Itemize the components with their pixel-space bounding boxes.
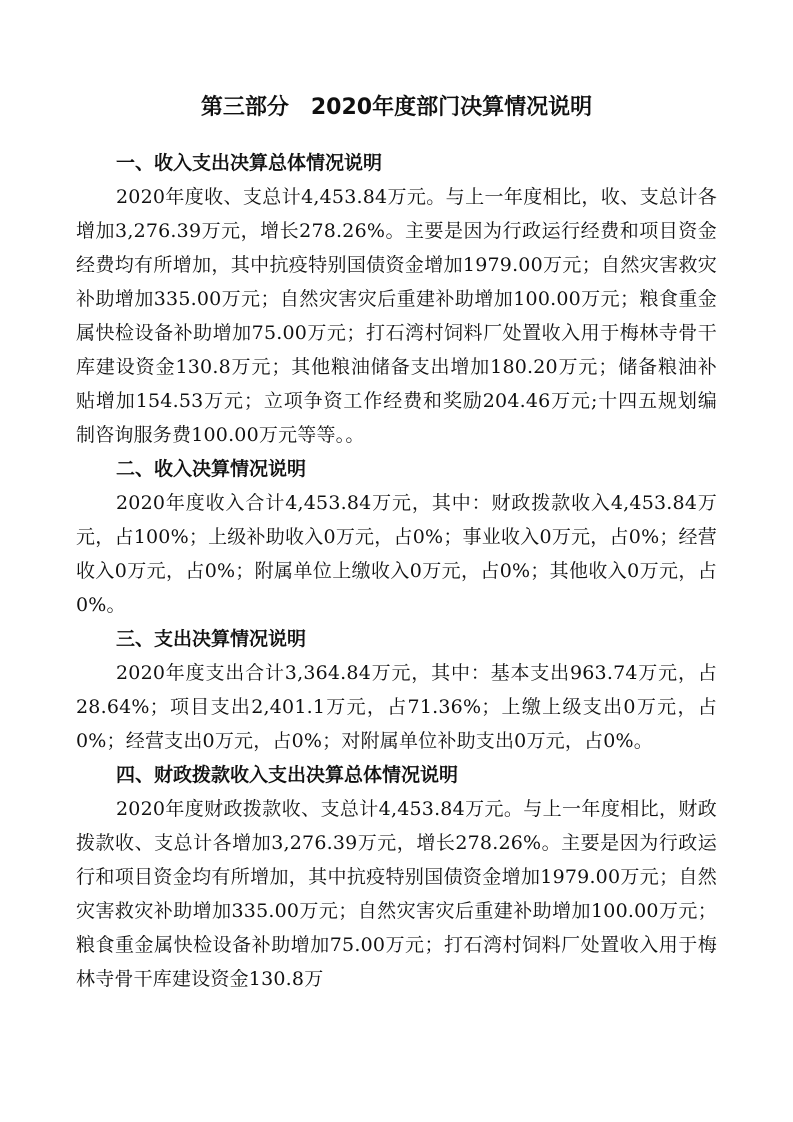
- section-3: [76, 622, 717, 758]
- section-heading: 四、财政拨款收入支出决算总体情况说明: [116, 764, 459, 786]
- section-paragraph: 2020年度收入合计4,453.84万元，其中：财政拨款收入4,453.84万元，占100%；上级补助收入0万元，占0%；事业收入0万元，占0%；经营收入0万元，占0%；附属单位上缴收入0万元，占0%；其他收入0万元，占0%。: [76, 492, 717, 616]
- section-paragraph: 2020年度财政拨款收、支总计4,453.84万元。与上一年度相比，财政拨款收、支总计各增加3,276.39万元，增长278.26%。主要是因为行政运行和项目资金均有所增加，其中抗疫特别国债资金增加1979.00万元；自然灾害救灾补助增加335.00万元；自然灾害灾后重建补助增加100.00万元；粮食重金属快检设备补助增加75.00万元；打石湾村饲料厂处置收入用于梅林寺骨干库建设资金130.8万: [76, 798, 717, 990]
- section-paragraph: 2020年度收、支总计4,453.84万元。与上一年度相比，收、支总计各增加3,276.39万元，增长278.26%。主要是因为行政运行经费和项目资金经费均有所增加，其中抗疫特别国债资金增加1979.00万元；自然灾害救灾补助增加335.00万元；自然灾害灾后重建补助增加100.00万元；粮食重金属快检设备补助增加75.00万元；打石湾村饲料厂处置收入用于梅林寺骨干库建设资金130.8万元；其他粮油储备支出增加180.20万元；储备粮油补贴增加154.53万元；立项争资工作经费和奖励204.46万元;十四五规划编制咨询服务费100.00万元等等。。: [76, 186, 717, 446]
- section-paragraph: 2020年度支出合计3,364.84万元，其中：基本支出963.74万元，占28.64%；项目支出2,401.1万元，占71.36%；上缴上级支出0万元，占0%；经营支出0万元，占0%；对附属单位补助支出0万元，占0%。: [76, 662, 717, 752]
- page-title: 第三部分 2020年度部门决算情况说明: [200, 95, 593, 120]
- section-1: [76, 146, 717, 452]
- section-heading: 三、支出决算情况说明: [116, 628, 307, 650]
- section-heading: 二、收入决算情况说明: [116, 458, 307, 480]
- section-heading: 一、收入支出决算总体情况说明: [116, 152, 383, 174]
- section-2: [76, 452, 717, 622]
- section-4: [76, 758, 717, 996]
